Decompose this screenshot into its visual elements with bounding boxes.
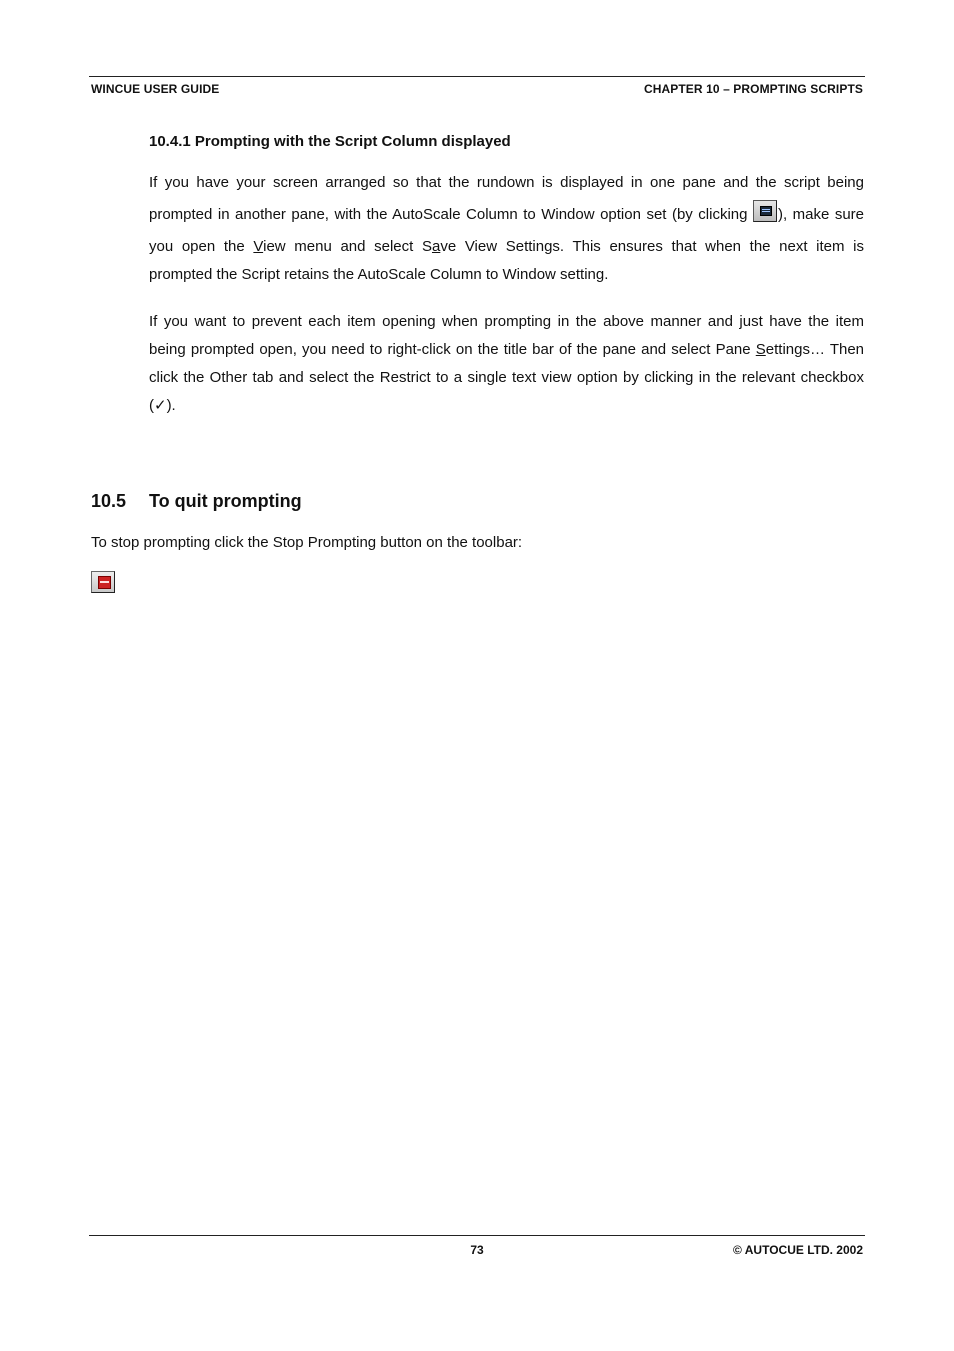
paragraph-line: prompted the Script retains the AutoScale Column to Window setting.	[149, 266, 609, 283]
stop-prompting-icon	[91, 571, 115, 593]
paragraph-line: (✓).	[149, 397, 176, 414]
text-run: you open the	[149, 238, 254, 255]
paragraph-line	[149, 233, 864, 261]
stop-prompting-text: To stop prompting click the Stop Prompting button on the toolbar:	[91, 534, 523, 551]
paragraph-line: click the Other tab and select the Restrict to a single text view option by clicking in the relevant checkbox	[149, 369, 864, 386]
menu-accelerator: a	[431, 238, 441, 255]
page-footer	[89, 1235, 865, 1260]
text-run: ), make sure	[777, 206, 865, 223]
subsection-heading: 10.4.1 Prompting with the Script Column displayed	[149, 133, 511, 150]
menu-accelerator: S	[755, 341, 766, 358]
text-run: iew menu and select S	[263, 238, 432, 255]
header-chapter-title: CHAPTER 10 – PROMPTING SCRIPTS	[643, 82, 863, 96]
copyright-notice: © AUTOCUE LTD. 2002	[733, 1243, 863, 1257]
menu-accelerator: V	[253, 238, 264, 255]
header-guide-title: WINCUE USER GUIDE	[91, 82, 220, 96]
paragraph-line: If you have your screen arranged so that the rundown is displayed in one pane and the script being	[149, 174, 864, 191]
paragraph-restrict-view	[149, 308, 864, 420]
text-run: ve View Settings. This ensures that when the next item is	[440, 238, 864, 255]
page-number: 73	[470, 1243, 484, 1257]
text-run: ettings… Then	[765, 341, 865, 358]
section-heading: To quit prompting	[149, 491, 302, 511]
page-header	[89, 76, 865, 99]
autoscale-column-icon	[753, 200, 777, 222]
text-run: prompted in another pane, with the AutoScale Column to Window option set (by clicking	[149, 206, 753, 223]
paragraph-line: If you want to prevent each item opening when prompting in the above manner and just have the item	[149, 313, 864, 330]
paragraph-autoscale	[149, 169, 864, 289]
text-run: being prompted open, you need to right-click on the title bar of the pane and select Pane	[149, 341, 756, 358]
section-number: 10.5	[91, 491, 127, 511]
paragraph-line	[149, 197, 864, 233]
paragraph-line	[149, 336, 864, 364]
